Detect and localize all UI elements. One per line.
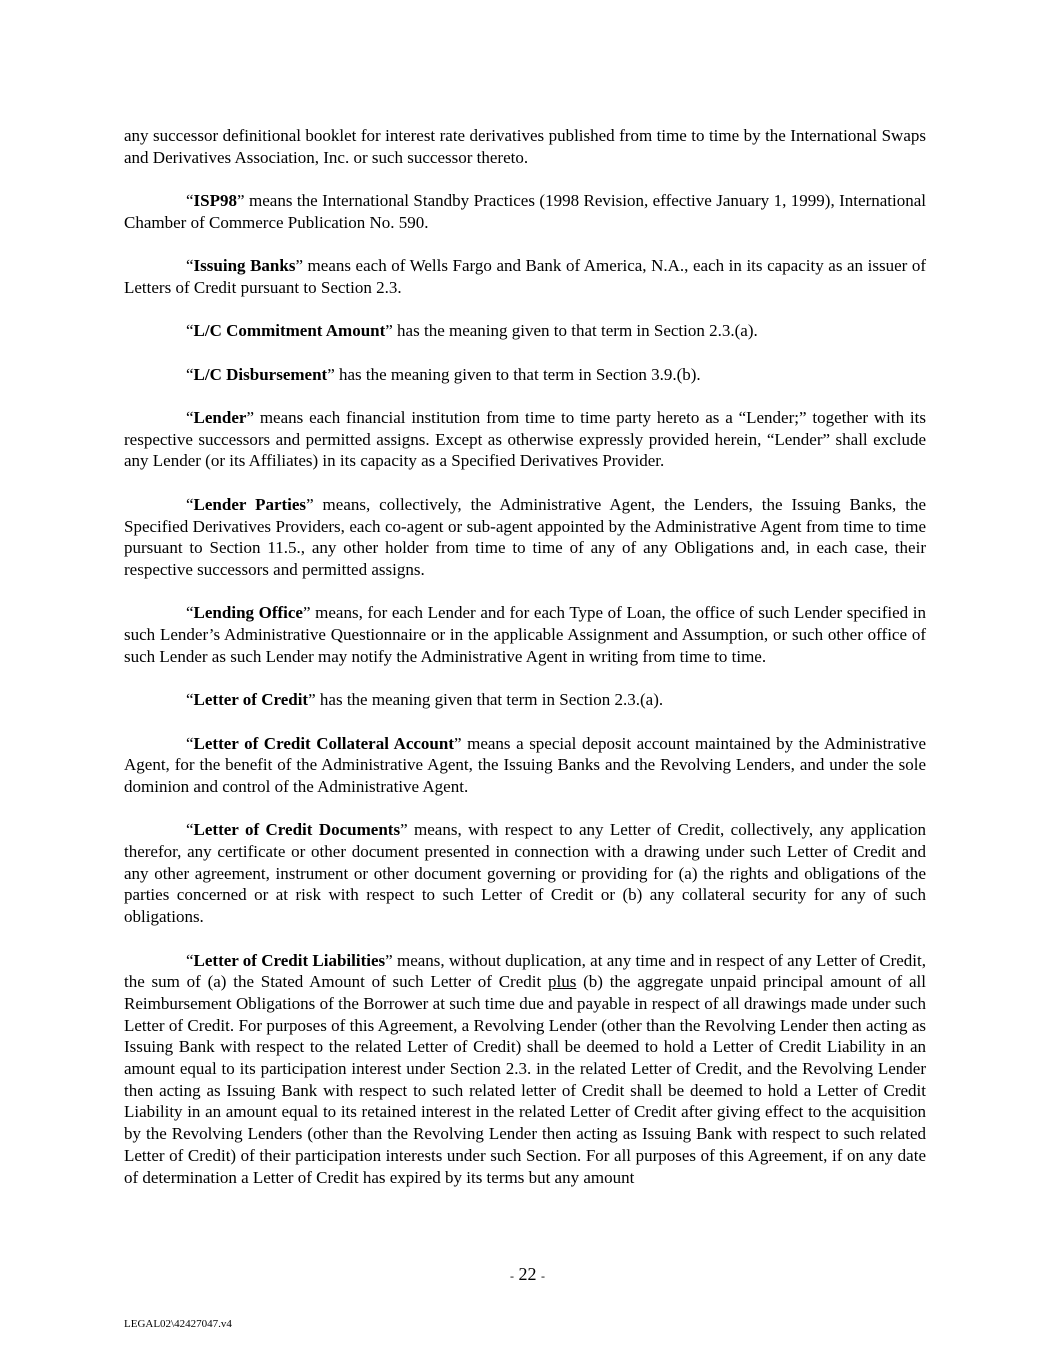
document-body [124, 125, 926, 1210]
definition-paragraph: “Letter of Credit Documents” means, with respect to any Letter of Credit, collectively, any application therefor, any certificate or other document presented in connection with a drawing under such Letter of Credit and any other agreement, instrument or other document governing or providing for (a) the rights and obligations of the parties concerned or at risk with respect to such Letter of Credit or (b) any collateral security for any of such obligations. [124, 820, 926, 927]
definition-paragraph: “L/C Commitment Amount” has the meaning given to that term in Section 2.3.(a). [186, 321, 758, 341]
definition-paragraph: “Lending Office” means, for each Lender and for each Type of Loan, the office of such Lender specified in such Lender’s Administrative Questionnaire or in the applicable Assignment and Assumption, or such other office of such Lender as such Lender may notify the Administrative Agent in writing from time to time. [124, 603, 926, 666]
definition-paragraph: “Letter of Credit Collateral Account” means a special deposit account maintained by the Administrative Agent, for the benefit of the Administrative Agent, the Issuing Banks and the Revolving Lenders, and under the sole dominion and control of the Administrative Agent. [124, 733, 927, 796]
definition-paragraph: “ISP98” means the International Standby Practices (1998 Revision, effective January 1, 1999), International Chamber of Commerce Publication No. 590. [124, 191, 926, 232]
underlined-word: plus [547, 972, 577, 992]
defined-term: Letter of Credit Collateral Account [193, 733, 455, 753]
defined-term: L/C Disbursement [193, 364, 328, 384]
defined-term: Letter of Credit [193, 690, 309, 710]
document-id: LEGAL02\42427047.v4 [124, 1318, 232, 1330]
definition-paragraph: “Issuing Banks” means each of Wells Fargo and Bank of America, N.A., each in its capacity as an issuer of Letters of Credit pursuant to Section 2.3. [124, 256, 926, 297]
definition-paragraph: “Letter of Credit” has the meaning given that term in Section 2.3.(a). [186, 690, 664, 710]
definition-paragraph: “L/C Disbursement” has the meaning given to that term in Section 3.9.(b). [186, 364, 701, 384]
page-number: - 22 - [510, 1264, 545, 1284]
defined-term: Letter of Credit Liabilities [193, 950, 386, 970]
defined-term: ISP98 [193, 191, 238, 211]
defined-term: Lender [193, 408, 247, 428]
defined-term: Issuing Banks [193, 256, 296, 276]
definition-letter-of-credit-liabilities: “Letter of Credit Liabilities” means, without duplication, at any time and in respect of any Letter of Credit, the sum of (a) the Stated Amount of such Letter of Credit plus (b) the aggregate unpaid principal amount of all Reimbursement Obligations of the Borrower at such time due and payable in respect of all drawings made under such Letter of Credit. For purposes of this Agreement, a Revolving Lender (other than the Revolving Lender then acting as Issuing Bank with respect to the related Letter of Credit) shall be deemed to hold a Letter of Credit Liability in an amount equal to its participation interest under Section 2.3. in the related Letter of Credit, and the Revolving Lender then acting as Issuing Bank with respect to such related letter of Credit shall be deemed to hold a Letter of Credit Liability in an amount equal to its retained interest in the related Letter of Credit after giving effect to the acquisition by the Revolving Lenders (other than the Revolving Lender then acting as Issuing Bank with respect to such related Letter of Credit) of their participation interests under such Section. For all purposes of this Agreement, if on any date of determination a Letter of Credit has expired by its terms but any amount [124, 950, 926, 1187]
defined-term: Lender Parties [193, 494, 307, 514]
definition-paragraph: “Lender Parties” means, collectively, the Administrative Agent, the Lenders, the Issuing Banks, the Specified Derivatives Providers, each co-agent or sub-agent appointed by the Administrative Agent from time to time pursuant to Section 11.5., any other holder from time to time of any of any Obligations and, in each case, their respective successors and permitted assigns. [124, 494, 927, 579]
defined-term: L/C Commitment Amount [193, 321, 386, 341]
definition-paragraph: “Lender” means each financial institution from time to time party hereto as a “Lender;” together with its respective successors and permitted assigns. Except as otherwise expressly provided herein, “Lender” shall exclude any Lender (or its Affiliates) in its capacity as a Specified Derivatives Provider. [124, 408, 926, 471]
continuation-paragraph: any successor definitional booklet for interest rate derivatives published from time to time by the International Swaps and Derivatives Association, Inc. or such successor thereto. [124, 126, 926, 167]
defined-term: Letter of Credit Documents [193, 820, 401, 840]
defined-term: Lending Office [193, 603, 303, 623]
definitions-list [124, 190, 926, 928]
